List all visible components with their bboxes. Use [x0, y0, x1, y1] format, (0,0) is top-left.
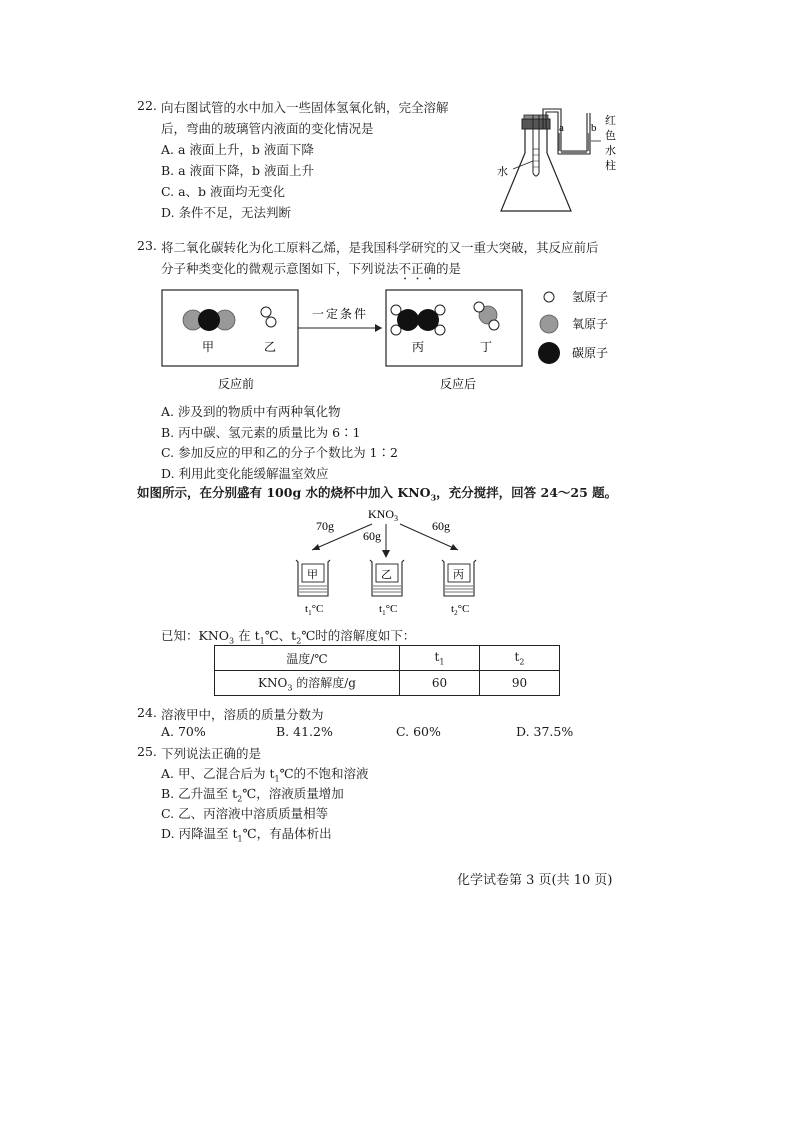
q23-option-d: D. 利用此变化能缓解温室效应	[161, 466, 329, 481]
q23-stem-line1: 将二氧化碳转化为化工原料乙烯，是我国科学研究的又一重大突破，其反应前后	[161, 240, 599, 255]
q22-number: 22.	[137, 98, 157, 113]
legend-carbon-label: 碳原子	[572, 346, 609, 360]
beaker-bing-label: 丙	[453, 568, 464, 581]
known-post: ℃时的溶解度如下：	[301, 628, 416, 643]
q25-number: 25.	[137, 744, 157, 759]
q25-option-d: D. 丙降温至 $t_1℃$，有晶体析出	[161, 826, 332, 844]
label-yi: 乙	[264, 340, 277, 354]
q22-option-c: C. a、b 液面均无变化	[161, 184, 285, 199]
q22-label-red-3: 水	[605, 145, 616, 157]
table-cell-t1: 60	[400, 671, 480, 696]
q24-option-a: A. 70%	[161, 724, 206, 739]
known-statement	[161, 626, 415, 646]
known-t1: 1	[259, 636, 265, 646]
intro-24-25	[137, 483, 617, 503]
intro-post: ，充分搅拌，回答 24～25 题。	[436, 485, 618, 500]
label-ding: 丁	[480, 340, 493, 354]
co2-carbon	[198, 309, 220, 331]
q23-stem-line2-pre: 分子种类变化的微观示意图如下，下列说法	[161, 261, 399, 276]
q24-option-d: D. 37.5%	[516, 724, 574, 739]
known-mid: 在 t	[234, 628, 260, 643]
q22-label-b: b	[591, 122, 597, 134]
q23-option-c: C. 参加反应的甲和乙的分子个数比为 1∶2	[161, 445, 398, 460]
q22-flask-figure	[495, 105, 625, 220]
c2h4-c1	[397, 309, 419, 331]
q22-label-red-1: 红	[605, 115, 616, 127]
q25-option-a: A. 甲、乙混合后为 $t_1℃$的不饱和溶液	[161, 766, 369, 784]
q23-option-b: B. 丙中碳、氢元素的质量比为 6∶1	[161, 425, 361, 440]
label-condition: 一定条件	[312, 307, 369, 321]
q22-option-a: A. a 液面上升，b 液面下降	[161, 142, 314, 157]
q25-option-c: C. 乙、丙溶液中溶质质量相等	[161, 806, 329, 821]
h2o-h1	[474, 302, 484, 312]
q23-stem-emphasis: 不正确	[398, 261, 437, 276]
beaker-bing-temp: $t_2^\circ C$	[451, 603, 470, 617]
legend-carbon-icon	[538, 342, 560, 364]
q24-option-c: C. 60%	[396, 724, 441, 739]
table-row	[215, 646, 560, 671]
known-t2: 2	[296, 636, 302, 646]
intro-sub: 3	[430, 492, 437, 503]
page-footer: 化学试卷第 3 页(共 10 页)	[457, 873, 613, 888]
table-header-t2: $t_2$	[480, 646, 560, 671]
h2-atom-2	[266, 317, 276, 327]
label-jia: 甲	[202, 340, 215, 354]
known-mid2: ℃、t	[264, 628, 297, 643]
mass-label-3: 60g	[432, 519, 450, 533]
q25-stem: 下列说法正确的是	[161, 746, 262, 761]
q24-option-b: B. 41.2%	[276, 724, 333, 739]
h2-atom-1	[261, 307, 271, 317]
q24-number: 24.	[137, 705, 157, 720]
legend-hydrogen-icon	[544, 292, 554, 302]
q25-option-b: B. 乙升温至 $t_2℃$，溶液质量增加	[161, 786, 344, 804]
c2h4-c2	[417, 309, 439, 331]
solubility-table	[214, 645, 560, 696]
beaker-yi-label: 乙	[381, 568, 392, 581]
beaker-jia-temp: $t_1^\circ C$	[305, 603, 324, 617]
q22-option-d: D. 条件不足，无法判断	[161, 205, 292, 220]
beaker-jia-label: 甲	[307, 568, 318, 581]
q22-label-a: a	[559, 122, 564, 134]
q22-label-red-2: 色	[605, 130, 616, 142]
beaker-yi-temp: $t_1^\circ C$	[379, 603, 398, 617]
q23-number: 23.	[137, 238, 157, 253]
legend-hydrogen-label: 氢原子	[572, 290, 609, 304]
q23-stem-line2	[161, 259, 461, 283]
table-header-temp: 温度/℃	[215, 646, 400, 671]
q22-label-water: 水	[497, 166, 508, 178]
beakers-diagram	[290, 504, 500, 619]
label-before: 反应前	[218, 377, 255, 391]
table-cell-t2: 90	[480, 671, 560, 696]
legend-oxygen-label: 氧原子	[572, 317, 609, 331]
table-row	[215, 671, 560, 696]
label-after: 反应后	[440, 377, 477, 391]
q23-reaction-diagram	[160, 284, 640, 394]
q22-stem-line2: 后，弯曲的玻璃管内液面的变化情况是	[161, 121, 374, 136]
label-bing: 丙	[412, 340, 425, 354]
known-sub: 3	[229, 636, 235, 646]
q24-stem: 溶液甲中，溶质的质量分数为	[161, 707, 324, 722]
h2o-h2	[489, 320, 499, 330]
intro-pre: 如图所示，在分别盛有 100g 水的烧杯中加入 KNO	[137, 485, 431, 500]
known-pre: 已知：KNO	[161, 628, 230, 643]
mass-label-2: 60g	[363, 529, 381, 543]
q22-option-b: B. a 液面下降，b 液面上升	[161, 163, 315, 178]
q22-stem-line1: 向右图试管的水中加入一些固体氢氧化钠，完全溶解	[161, 100, 449, 115]
q22-label-red-4: 柱	[605, 160, 616, 172]
table-header-t1: $t_1$	[400, 646, 480, 671]
legend-oxygen-icon	[540, 315, 558, 333]
mass-label-1: 70g	[316, 519, 334, 533]
q23-stem-line2-post: 的是	[436, 261, 462, 276]
q23-option-a: A. 涉及到的物质中有两种氧化物	[161, 404, 341, 419]
table-row-label: $KNO_3$ 的溶解度/g	[215, 671, 400, 696]
kno3-top-label: $KNO_3$	[368, 507, 398, 523]
